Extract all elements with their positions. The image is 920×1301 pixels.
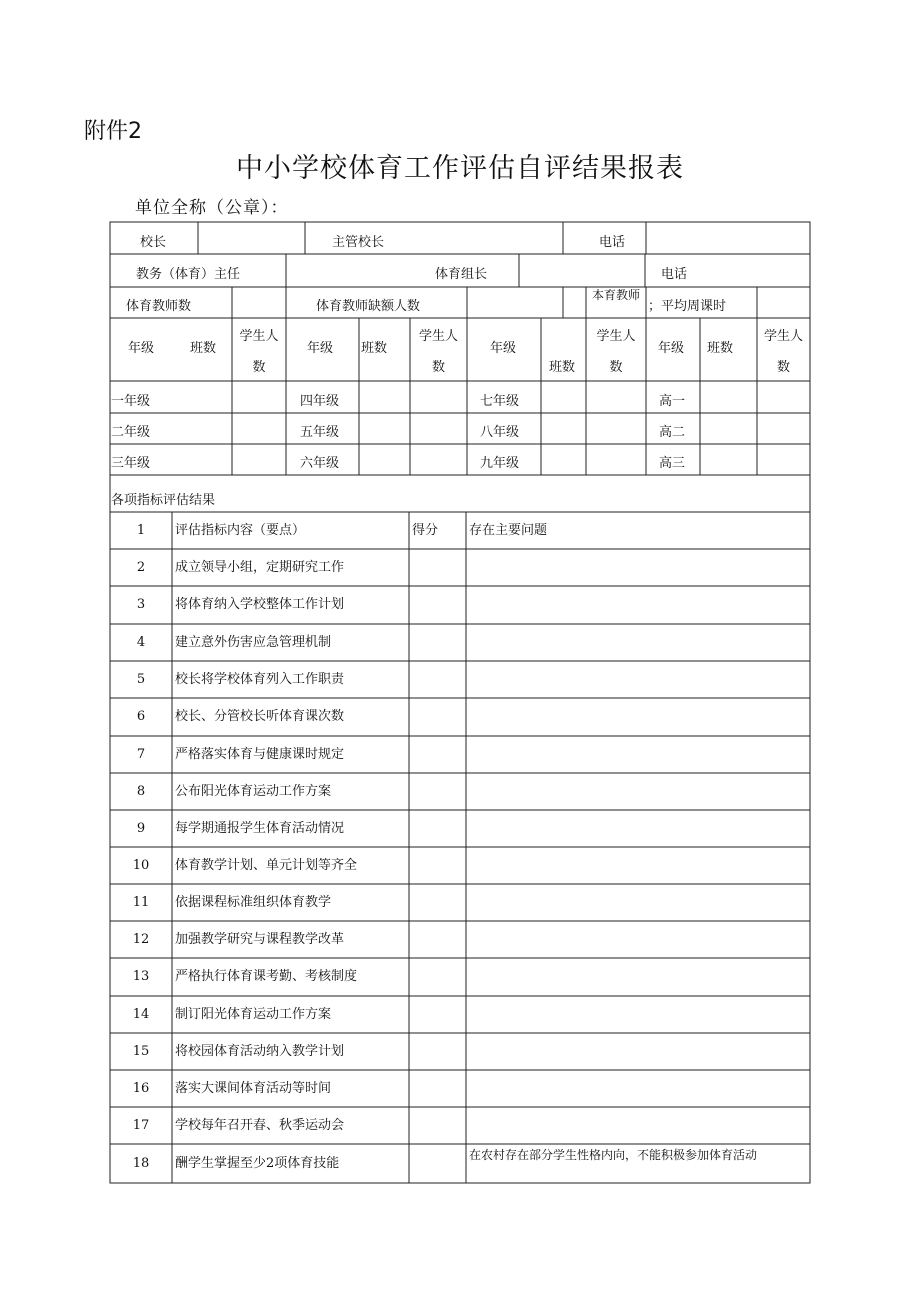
grade-label: 高一 (659, 394, 686, 409)
pe-group-leader-label: 体育组长 (435, 267, 488, 282)
weekly-hours-label-b: ；平均周课时 (648, 299, 727, 314)
phone-label-2: 电话 (661, 267, 688, 282)
students-col-header-2a: 学生人 (418, 329, 458, 344)
classes-col-header-2: 班数 (361, 341, 388, 356)
eval-row-num: 16 (132, 1081, 150, 1096)
grade-label: 九年级 (480, 456, 520, 471)
grade-label: 七年级 (480, 394, 520, 409)
students-col-header-3a: 学生人 (596, 329, 636, 344)
phone-label-1: 电话 (599, 235, 626, 250)
students-col-header-3b: 数 (609, 360, 623, 375)
classes-col-header: 班数 (190, 341, 217, 356)
eval-row-num: 8 (136, 784, 146, 799)
eval-row-content: 体育教学计划、单元计划等齐全 (175, 858, 358, 873)
grade-label: 五年级 (300, 425, 340, 440)
eval-row-num: 11 (132, 895, 150, 910)
grade-label: 高二 (659, 425, 686, 440)
students-col-header-b: 数 (252, 360, 266, 375)
eval-row-num: 15 (132, 1044, 150, 1059)
eval-row-content: 建立意外伤害应急管理机制 (175, 635, 332, 650)
eval-row-content: 制订阳光体育运动工作方案 (175, 1007, 332, 1022)
eval-row-num: 18 (132, 1156, 150, 1171)
grade-col-header-4: 年级 (658, 341, 685, 356)
eval-row-content: 酬学生掌握至少2项体育技能 (175, 1156, 340, 1171)
students-col-header-a: 学生人 (239, 329, 279, 344)
eval-row-num: 6 (136, 709, 146, 724)
grade-col-header: 年级 (128, 341, 155, 356)
pe-teacher-shortage-label: 体育教师缺额人数 (316, 299, 421, 314)
eval-section-title: 各项指标评估结果 (111, 493, 216, 508)
eval-row-content: 公布阳光体育运动工作方案 (175, 784, 332, 799)
unit-name-label: 单位全称（公章）： (135, 198, 289, 218)
eval-row-content: 每学期通报学生体育活动情况 (175, 821, 345, 836)
eval-header-problems: 存在主要问题 (469, 523, 548, 538)
eval-header-score: 得分 (412, 523, 439, 538)
eval-header-content: 评估指标内容（要点） (175, 523, 306, 538)
eval-row-content: 依据课程标准组织体育教学 (175, 895, 332, 910)
principal-label: 校长 (140, 235, 167, 250)
eval-row-num: 7 (136, 747, 146, 762)
students-col-header-2b: 数 (431, 360, 445, 375)
eval-row-num: 10 (132, 858, 150, 873)
eval-row-content: 学校每年召开春、秋季运动会 (175, 1118, 345, 1133)
grade-label: 四年级 (300, 394, 340, 409)
eval-row-num: 9 (136, 821, 146, 836)
academic-director-label: 教务（体育）主任 (136, 267, 241, 282)
eval-row-content: 严格落实体育与健康课时规定 (175, 747, 345, 762)
eval-row-num: 12 (132, 932, 150, 947)
eval-row-num: 5 (136, 672, 146, 687)
eval-row-num: 4 (136, 635, 146, 650)
grade-label: 高三 (659, 456, 686, 471)
grade-col-header-2: 年级 (307, 341, 334, 356)
eval-row-content: 校长将学校体育列入工作职责 (175, 672, 345, 687)
attachment-label: 附件2 (84, 119, 142, 144)
grade-label: 一年级 (111, 394, 151, 409)
classes-col-header-4: 班数 (707, 341, 734, 356)
eval-row-num: 17 (132, 1118, 150, 1133)
eval-row-num: 2 (136, 560, 146, 575)
weekly-hours-label-a: 本育教师 (592, 289, 641, 302)
page-title: 中小学校体育工作评估自评结果报表 (236, 153, 684, 184)
grade-col-header-3: 年级 (490, 341, 517, 356)
grade-label: 三年级 (111, 456, 151, 471)
eval-row-content: 落实大课间体育活动等时间 (175, 1081, 332, 1096)
eval-row-content: 加强教学研究与课程教学改革 (175, 932, 345, 947)
grade-label: 六年级 (300, 456, 340, 471)
students-col-header-4b: 数 (776, 360, 790, 375)
students-col-header-4a: 学生人 (763, 329, 803, 344)
eval-header-num: 1 (136, 523, 146, 538)
pe-teacher-count-label: 体育教师数 (126, 299, 192, 314)
eval-row-num: 14 (132, 1007, 150, 1022)
eval-row-num: 13 (132, 969, 150, 984)
eval-row-num: 3 (136, 597, 146, 612)
eval-row-content: 严格执行体育课考勤、考核制度 (175, 969, 358, 984)
eval-row-problem: 在农村存在部分学生性格内向，不能积极参加体育活动 (469, 1148, 758, 1162)
grade-label: 八年级 (480, 425, 520, 440)
eval-row-content: 将校园体育活动纳入教学计划 (175, 1044, 345, 1059)
classes-col-header-3: 班数 (549, 360, 576, 375)
eval-row-content: 将体育纳入学校整体工作计划 (175, 597, 345, 612)
eval-row-content: 成立领导小组，定期研究工作 (175, 560, 345, 575)
vice-principal-label: 主管校长 (332, 235, 385, 250)
eval-row-content: 校长、分管校长听体育课次数 (175, 709, 345, 724)
grade-label: 二年级 (111, 425, 151, 440)
